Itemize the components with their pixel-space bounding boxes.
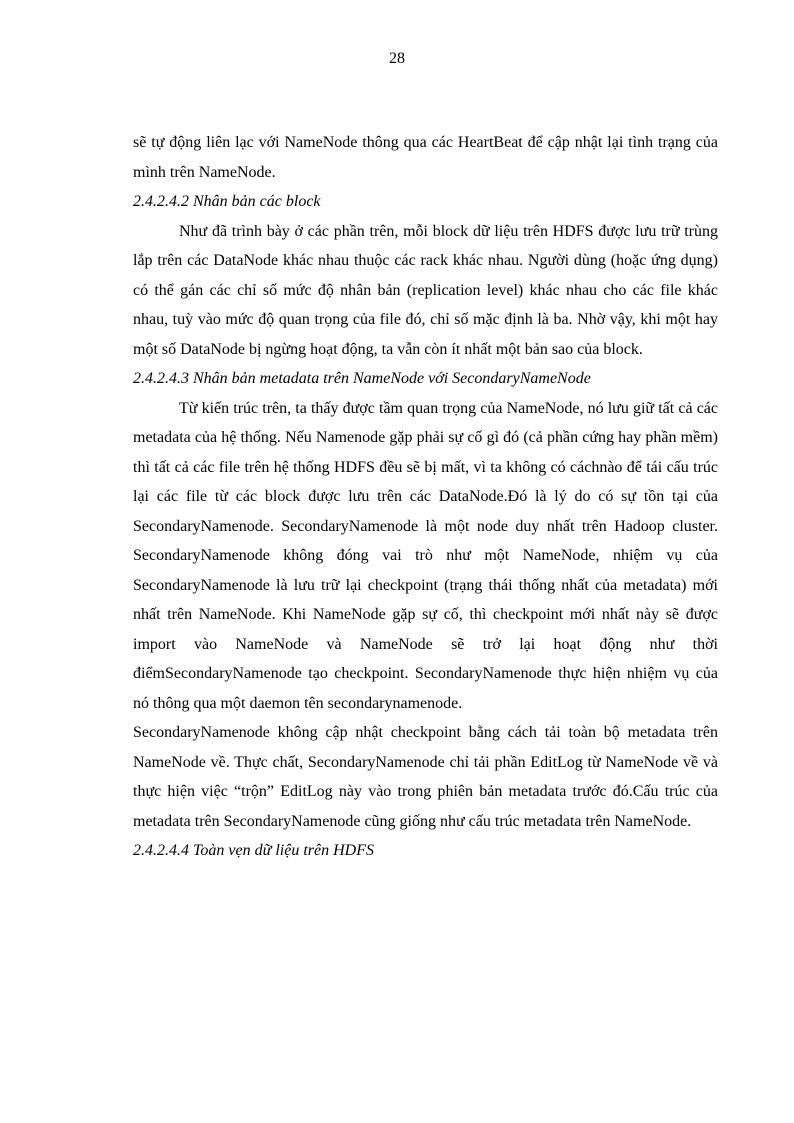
paragraph: Như đã trình bày ở các phần trên, mỗi block dữ liệu trên HDFS được lưu trữ trùng lắp trên các DataNode khác nhau thuộc các rack khác nhau. Người dùng (hoặc ứng dụng) có thể gán các chỉ số mức độ nhân bản (replication level) khác nhau cho các file khác nhau, tuỳ vào mức độ quan trọng của file đó, chỉ số mặc định là ba. Nhờ vậy, khi một hay một số DataNode bị ngừng hoạt động, ta vẫn còn ít nhất một bản sao của block. [133,222,718,358]
section-heading: 2.4.2.4.2 Nhân bản các block [133,193,321,210]
paragraph: SecondaryNamenode không cập nhật checkpoint bằng cách tải toàn bộ metadata trên NameNode về. Thực chất, SecondaryNamenode chỉ tải phần EditLog từ NameNode về và thực hiện việc “trộn” EditLog này vào trong phiên bản metadata trước đó.Cấu trúc của metadata trên SecondaryNamenode cũng giống như cấu trúc metadata trên NameNode. [133,724,718,830]
document-body [133,128,718,866]
paragraph: Từ kiến trúc trên, ta thấy được tầm quan trọng của NameNode, nó lưu giữ tất cả các metadata của hệ thống. Nếu Namenode gặp phải sự cố gì đó (cả phần cứng hay phần mềm) thì tất cả các file trên hệ thống HDFS đều sẽ bị mất, vì ta không có cáchnào để tái cấu trúc lại các file từ các block được lưu trên các DataNode.Đó là lý do có sự tồn tại của SecondaryNamenode. SecondaryNamenode là một node duy nhất trên Hadoop cluster. SecondaryNamenode không đóng vai trò như một NameNode, nhiệm vụ của SecondaryNamenode là lưu trữ lại checkpoint (trạng thái thống nhất của metadata) mới nhất trên NameNode. Khi NameNode gặp sự cố, thì checkpoint mới nhất này sẽ được import vào NameNode và NameNode sẽ trở lại hoạt động như thời điểmSecondaryNamenode tạo checkpoint. SecondaryNamenode thực hiện nhiệm vụ của nó thông qua một daemon tên secondarynamenode. [133,399,718,712]
section-heading: 2.4.2.4.3 Nhân bản metadata trên NameNode với SecondaryNameNode [133,370,591,387]
paragraph: sẽ tự động liên lạc với NameNode thông qua các HeartBeat để cập nhật lại tình trạng của mình trên NameNode. [133,134,718,181]
page-number: 28 [389,50,405,67]
section-heading: 2.4.2.4.4 Toàn vẹn dữ liệu trên HDFS [133,842,375,859]
